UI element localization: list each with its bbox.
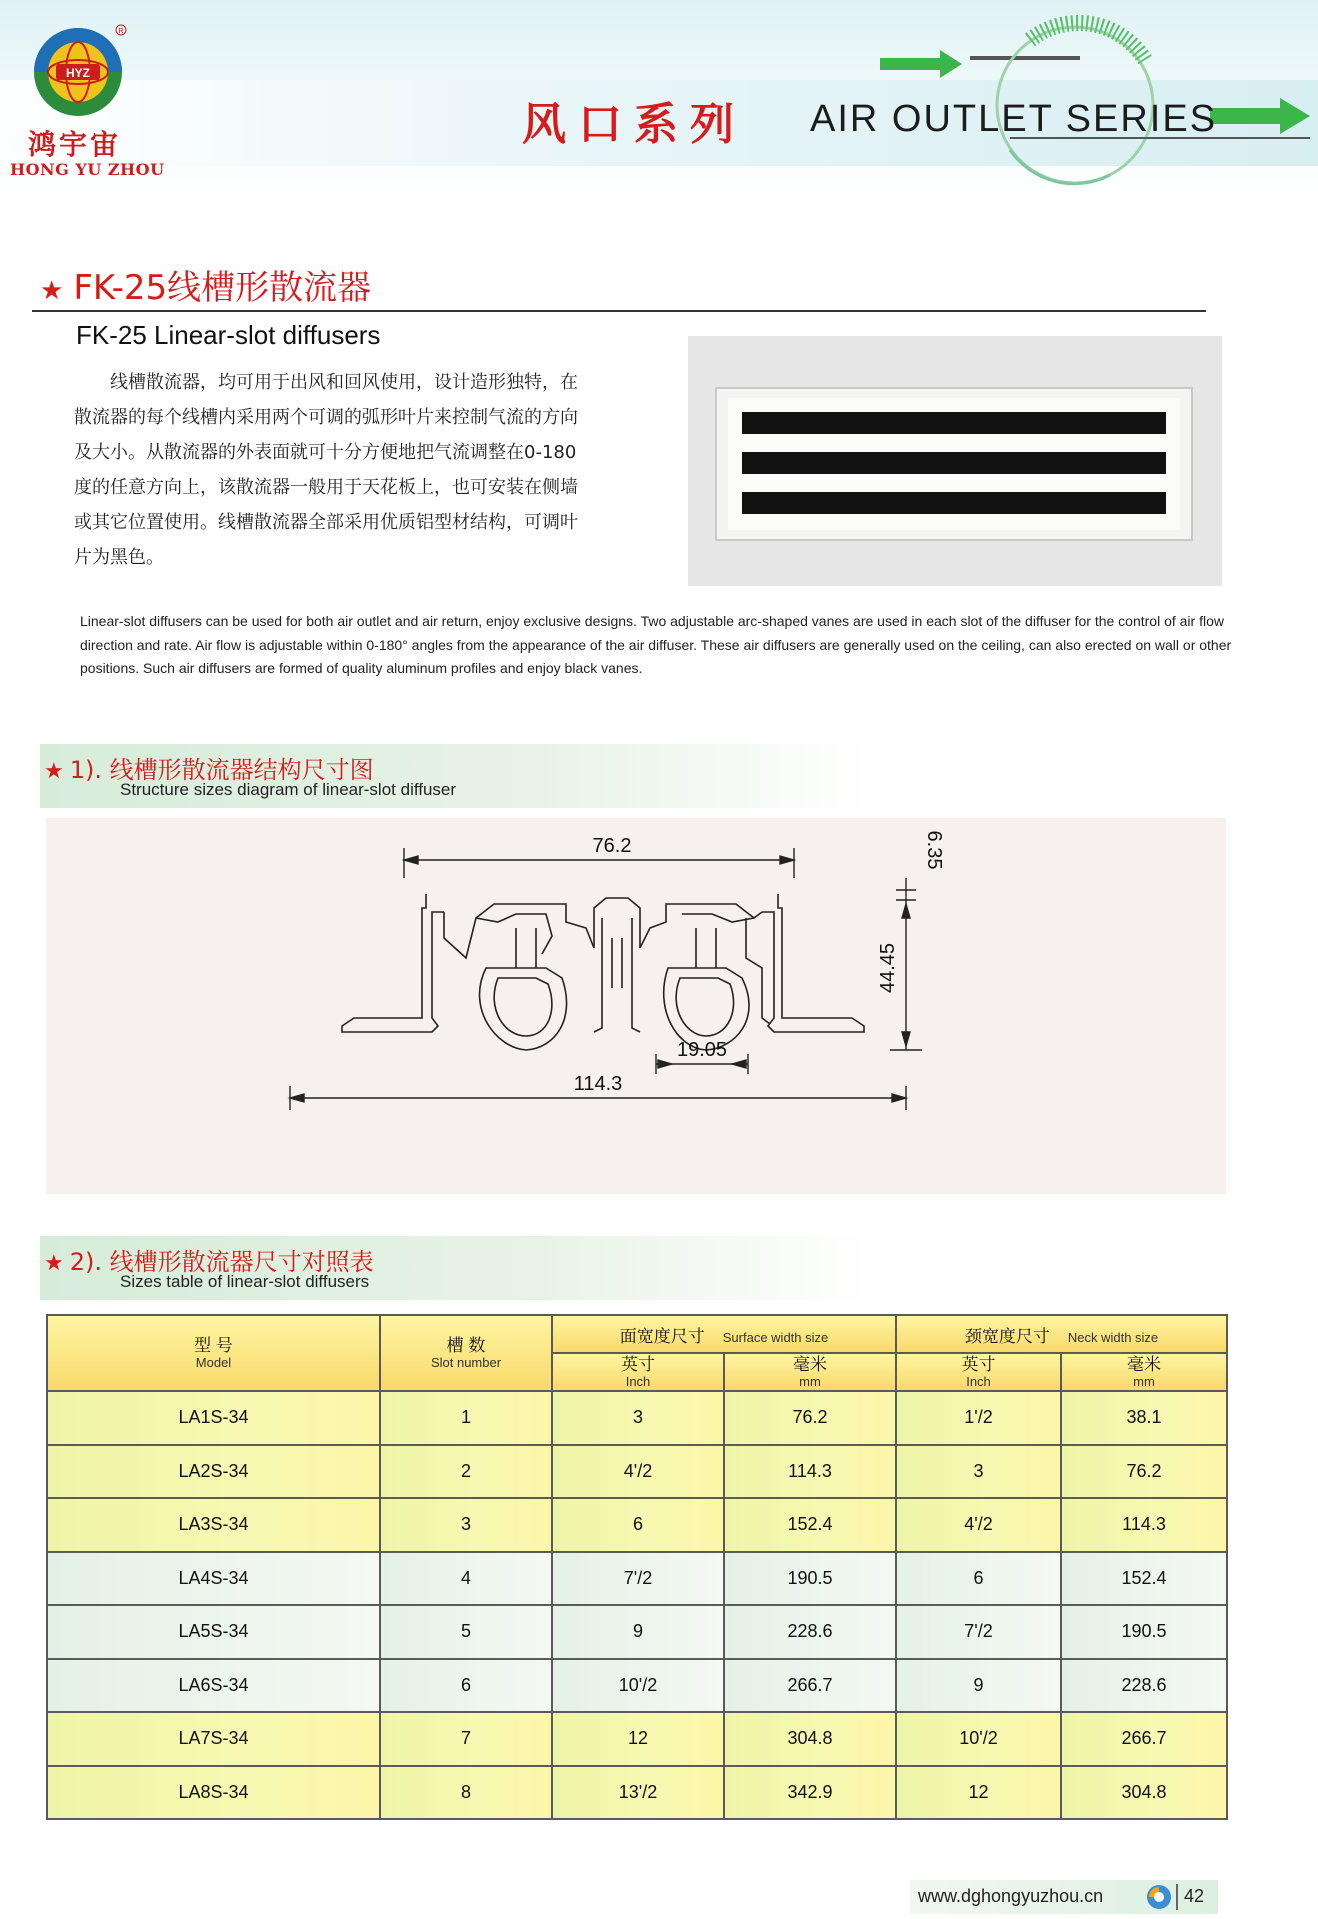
table-row bbox=[47, 1552, 1227, 1606]
header-surface-en: Surface width size bbox=[722, 1329, 829, 1345]
header-slot-en: Slot number bbox=[430, 1355, 502, 1370]
section-sizes-title-text: 2). 线槽形散流器尺寸对照表 bbox=[69, 1248, 374, 1276]
star-icon: ★ bbox=[40, 276, 64, 306]
cell-model: LA6S-34 bbox=[47, 1659, 380, 1713]
star-icon: ★ bbox=[44, 1251, 64, 1276]
product-subtitle: FK-25 Linear-slot diffusers bbox=[76, 320, 381, 350]
cell-neck-mm: 38.1 bbox=[1061, 1391, 1227, 1445]
section-sizes-subtitle: Sizes table of linear-slot diffusers bbox=[120, 1272, 370, 1291]
sizes-table bbox=[46, 1314, 1228, 1820]
header-slot-cn: 槽 数 bbox=[446, 1336, 486, 1355]
cell-model: LA1S-34 bbox=[47, 1391, 380, 1445]
unit-inch-cn: 英寸 bbox=[961, 1355, 996, 1374]
description-en: Linear-slot diffusers can be used for both air outlet and air return, enjoy exclusive designs. Two adjustable arc-shaped vanes are used in each slot of the diffuser for the control of air flow direction and rate. Air flow is adjustable within 0-180° angles from the appearance of the air diffuser. These air diffusers are generally used on the ceiling, can also erected on wall or other positions. Such air diffusers are formed of quality aluminum profiles and enjoy black vanes. bbox=[80, 613, 1232, 676]
table-row bbox=[47, 1445, 1227, 1499]
cell-neck-mm: 152.4 bbox=[1061, 1552, 1227, 1606]
header-neck-inch bbox=[896, 1353, 1061, 1391]
cell-surface-inch: 7'/2 bbox=[552, 1552, 724, 1606]
cell-model: LA4S-34 bbox=[47, 1552, 380, 1606]
cell-slots: 4 bbox=[380, 1552, 552, 1606]
cell-slots: 5 bbox=[380, 1605, 552, 1659]
cell-neck-inch: 3 bbox=[896, 1445, 1061, 1499]
table-row bbox=[47, 1391, 1227, 1445]
logo-text: HYZ bbox=[66, 66, 90, 80]
header-surface-width bbox=[552, 1315, 896, 1353]
cell-slots: 8 bbox=[380, 1766, 552, 1820]
cell-surface-inch: 6 bbox=[552, 1498, 724, 1552]
website-url[interactable]: www.dghongyuzhou.cn bbox=[918, 1886, 1104, 1906]
cell-neck-inch: 10'/2 bbox=[896, 1712, 1061, 1766]
table-row bbox=[47, 1766, 1227, 1820]
table-row bbox=[47, 1605, 1227, 1659]
cell-surface-mm: 342.9 bbox=[724, 1766, 896, 1820]
cell-model: LA3S-34 bbox=[47, 1498, 380, 1552]
cell-model: LA7S-34 bbox=[47, 1712, 380, 1766]
header-surface-inch bbox=[552, 1353, 724, 1391]
description-cn-text: 线槽散流器，均可用于出风和回风使用，设计造形独特，在散流器的每个线槽内采用两个可调的弧形叶片来控制气流的方向及大小。从散流器的外表面就可十分方便地把气流调整在0-180度的任意方向上，该散流器一般用于天花板上，也可安装在侧墙或其它位置使用。线槽散流器全部采用优质铝型材结构，可调叶片为黑色。 bbox=[74, 372, 578, 568]
header-model bbox=[47, 1315, 380, 1391]
cell-neck-mm: 190.5 bbox=[1061, 1605, 1227, 1659]
cell-neck-mm: 228.6 bbox=[1061, 1659, 1227, 1713]
cell-neck-inch: 12 bbox=[896, 1766, 1061, 1820]
cell-neck-mm: 304.8 bbox=[1061, 1766, 1227, 1820]
cell-slots: 2 bbox=[380, 1445, 552, 1499]
page-header bbox=[0, 0, 1318, 200]
header-surface-mm bbox=[724, 1353, 896, 1391]
cell-surface-mm: 152.4 bbox=[724, 1498, 896, 1552]
unit-mm-cn: 毫米 bbox=[793, 1355, 827, 1374]
cell-neck-inch: 1'/2 bbox=[896, 1391, 1061, 1445]
globe-icon bbox=[1146, 1884, 1172, 1910]
cell-slots: 7 bbox=[380, 1712, 552, 1766]
cell-model: LA8S-34 bbox=[47, 1766, 380, 1820]
cell-surface-inch: 12 bbox=[552, 1712, 724, 1766]
series-title-en: AIR OUTLET SERIES bbox=[810, 98, 1218, 140]
table-row bbox=[47, 1498, 1227, 1552]
dim-label-19-05: 19.05 bbox=[676, 1039, 728, 1061]
section-structure-title-text: 1). 线槽形散流器结构尺寸图 bbox=[69, 756, 374, 784]
title-divider bbox=[32, 310, 1206, 312]
brand-name-en: HONG YU ZHOU bbox=[10, 160, 165, 179]
svg-text:R: R bbox=[118, 28, 124, 35]
cell-surface-inch: 13'/2 bbox=[552, 1766, 724, 1820]
cell-neck-mm: 114.3 bbox=[1061, 1498, 1227, 1552]
cell-neck-mm: 76.2 bbox=[1061, 1445, 1227, 1499]
cell-neck-inch: 6 bbox=[896, 1552, 1061, 1606]
table-row bbox=[47, 1712, 1227, 1766]
section-sizes-header bbox=[40, 1236, 870, 1300]
cell-surface-mm: 76.2 bbox=[724, 1391, 896, 1445]
section-structure-header bbox=[40, 744, 870, 808]
cell-surface-mm: 190.5 bbox=[724, 1552, 896, 1606]
cell-neck-mm: 266.7 bbox=[1061, 1712, 1227, 1766]
description-cn bbox=[74, 365, 584, 575]
structure-diagram bbox=[46, 818, 1226, 1194]
company-logo bbox=[28, 22, 128, 122]
product-title-text: FK-25线槽形散流器 bbox=[73, 268, 372, 308]
cell-neck-inch: 7'/2 bbox=[896, 1605, 1061, 1659]
cell-slots: 3 bbox=[380, 1498, 552, 1552]
header-slot bbox=[380, 1315, 552, 1391]
section-structure-subtitle: Structure sizes diagram of linear-slot diffuser bbox=[120, 780, 457, 799]
brand-name-cn: 鸿宇宙 bbox=[28, 128, 122, 161]
unit-inch-en: Inch bbox=[625, 1374, 651, 1389]
dim-label-44-45: 44.45 bbox=[877, 942, 899, 994]
cell-model: LA5S-34 bbox=[47, 1605, 380, 1659]
cell-surface-mm: 228.6 bbox=[724, 1605, 896, 1659]
cell-model: LA2S-34 bbox=[47, 1445, 380, 1499]
series-title-cn: 风口系列 bbox=[522, 99, 746, 150]
footer-divider bbox=[1176, 1884, 1178, 1910]
dim-label-114-3: 114.3 bbox=[573, 1073, 623, 1095]
cell-neck-inch: 9 bbox=[896, 1659, 1061, 1713]
unit-mm-en: mm bbox=[799, 1374, 821, 1389]
cell-surface-inch: 4'/2 bbox=[552, 1445, 724, 1499]
header-neck-cn: 颈宽度尺寸 bbox=[964, 1326, 1050, 1346]
dim-label-6-35: 6.35 bbox=[923, 830, 945, 870]
product-title bbox=[40, 260, 371, 309]
cell-surface-mm: 266.7 bbox=[724, 1659, 896, 1713]
unit-mm-cn: 毫米 bbox=[1127, 1355, 1161, 1374]
dim-label-76-2: 76.2 bbox=[592, 835, 632, 857]
cell-slots: 6 bbox=[380, 1659, 552, 1713]
header-neck-mm bbox=[1061, 1353, 1227, 1391]
header-surface-cn: 面宽度尺寸 bbox=[619, 1326, 705, 1346]
cell-slots: 1 bbox=[380, 1391, 552, 1445]
cell-surface-mm: 304.8 bbox=[724, 1712, 896, 1766]
header-model-cn: 型 号 bbox=[194, 1336, 233, 1355]
cell-neck-inch: 4'/2 bbox=[896, 1498, 1061, 1552]
unit-mm-en: mm bbox=[1133, 1374, 1155, 1389]
page-number: 42 bbox=[1184, 1886, 1205, 1906]
header-neck-width bbox=[896, 1315, 1227, 1353]
header-model-en: Model bbox=[195, 1355, 232, 1370]
cell-surface-mm: 114.3 bbox=[724, 1445, 896, 1499]
cell-surface-inch: 10'/2 bbox=[552, 1659, 724, 1713]
star-icon: ★ bbox=[44, 759, 64, 784]
unit-inch-cn: 英寸 bbox=[621, 1355, 655, 1374]
cell-surface-inch: 3 bbox=[552, 1391, 724, 1445]
cell-surface-inch: 9 bbox=[552, 1605, 724, 1659]
product-photo bbox=[688, 336, 1222, 586]
header-neck-en: Neck width size bbox=[1067, 1329, 1159, 1345]
table-row bbox=[47, 1659, 1227, 1713]
unit-inch-en: Inch bbox=[966, 1374, 991, 1389]
